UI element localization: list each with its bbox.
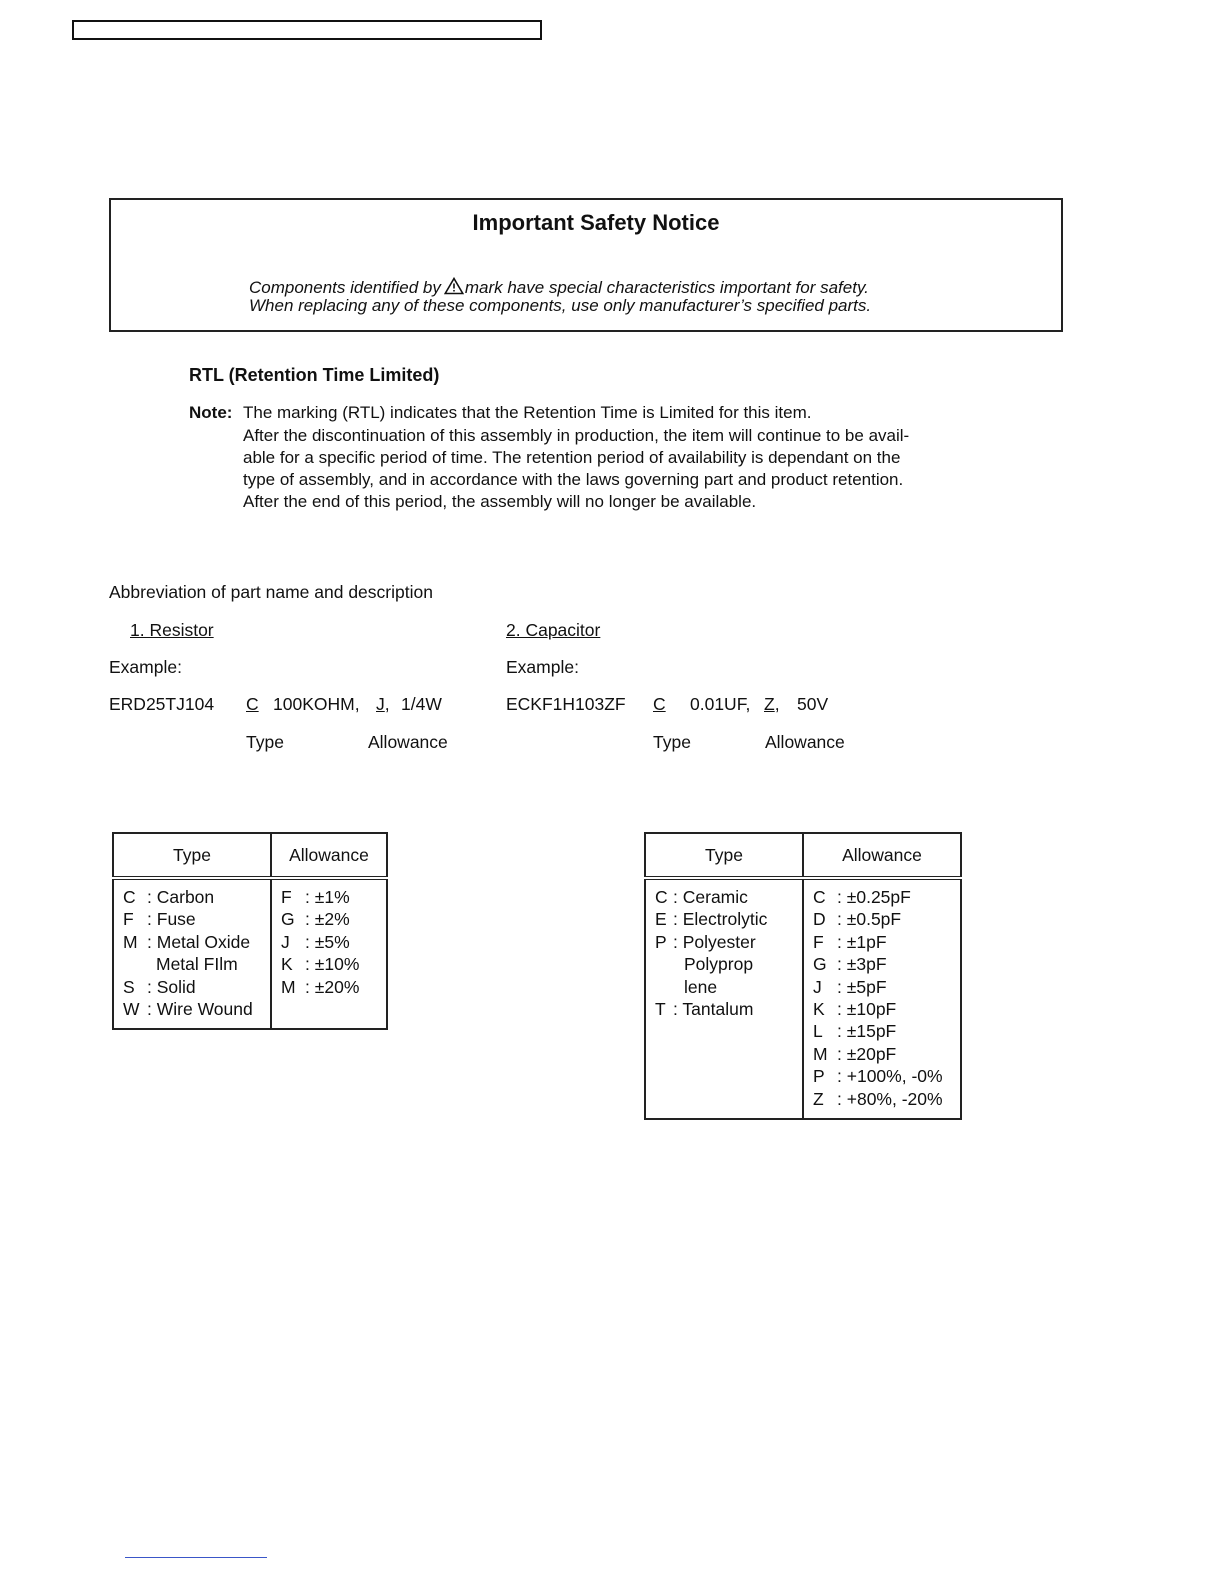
safety-notice-box [109,198,1063,332]
list-item: G : ±2% [281,909,350,930]
list-item: P : +100%, -0% [813,1066,943,1087]
capacitor-part-number: ECKF1H103ZF [506,694,626,714]
capacitor-rating: 50V [797,694,829,714]
note-line-5: After the end of this period, the assembly will no longer be available. [243,492,757,511]
capacitor-allowance-cell [803,878,961,1119]
list-item: F : ±1pF [813,931,887,952]
list-item: E : Electrolytic [655,909,768,930]
notice-line-1-start: Components identified by [249,278,441,297]
notice-line-1-end: mark have special characteristics important for safety. [464,278,869,297]
resistor-table [112,832,388,1030]
capacitor-allowance-label: Allowance [765,732,845,752]
resistor-allowance-comma: , [384,694,390,714]
resistor-section-title: 1. Resistor [130,620,214,640]
list-item: M : Metal Oxide [123,931,251,952]
capacitor-table-header-type: Type [645,833,803,878]
list-item: Metal FIlm [156,954,238,975]
resistor-type-cell [113,878,271,1029]
notice-title: Important Safety Notice [472,210,720,235]
list-item: F : Fuse [123,909,196,930]
capacitor-table [644,832,962,1120]
capacitor-allowance-code: Z [764,694,775,714]
list-item: J : ±5% [281,931,350,952]
list-item: F : ±1% [281,887,350,907]
note-line-4: type of assembly, and in accordance with the laws governing part and product retention. [243,470,904,489]
resistor-allowance-code: J [376,694,385,714]
warning-triangle-icon [444,277,464,295]
list-item: T : Tantalum [655,999,754,1020]
resistor-rating: 1/4W [401,694,442,714]
resistor-example-label: Example: [109,657,182,677]
list-item: L : ±15pF [813,1021,897,1042]
notice-line-1 [249,277,869,298]
capacitor-allowance-group [764,694,780,715]
capacitor-table-header-allowance: Allowance [803,833,961,878]
capacitor-allowance-comma: , [774,694,780,714]
rtl-title: RTL (Retention Time Limited) [189,365,440,385]
capacitor-type-code: C [653,694,666,714]
list-item: S : Solid [123,976,196,997]
list-item: C : ±0.25pF [813,887,911,907]
note-line-2: After the discontinuation of this assembly in production, the item will continue to be avail- [243,426,910,445]
resistor-type-code: C [246,694,259,714]
resistor-part-number: ERD25TJ104 [109,694,215,714]
list-item: P : Polyester [655,931,756,952]
list-item: K : ±10% [281,954,360,975]
resistor-allowance-label: Allowance [368,732,448,752]
list-item: K : ±10pF [813,999,897,1020]
resistor-type-label: Type [246,732,284,752]
list-item: Z : +80%, -20% [813,1088,943,1109]
list-item: lene [684,976,718,997]
notice-line-2: When replacing any of these components, use only manufacturer’s specified parts. [249,296,872,315]
list-item: G : ±3pF [813,954,887,975]
footer-link-line [125,1557,267,1558]
abbreviation-heading: Abbreviation of part name and description [109,582,433,602]
header-box [72,20,542,40]
resistor-value: 100KOHM, [273,694,360,714]
capacitor-example-label: Example: [506,657,579,677]
list-item: J : ±5pF [813,976,887,997]
resistor-allowance-group [376,694,390,715]
resistor-table-header-allowance: Allowance [271,833,387,878]
capacitor-value: 0.01UF, [690,694,751,714]
list-item: M : ±20% [281,976,360,997]
list-item: W : Wire Wound [123,999,253,1020]
list-item: Polyprop [684,954,754,975]
resistor-allowance-cell [271,878,387,1029]
capacitor-type-label: Type [653,732,691,752]
resistor-table-header-type: Type [113,833,271,878]
list-item: D : ±0.5pF [813,909,902,930]
list-item: M : ±20pF [813,1043,897,1064]
note-line-3: able for a specific period of time. The retention period of availability is dependant on the [243,448,901,467]
capacitor-type-cell [645,878,803,1119]
capacitor-section-title: 2. Capacitor [506,620,601,640]
list-item: C : Carbon [123,887,215,907]
note-label: Note: [189,403,233,422]
note-line-1: The marking (RTL) indicates that the Retention Time is Limited for this item. [243,403,812,422]
list-item: C : Ceramic [655,887,748,907]
